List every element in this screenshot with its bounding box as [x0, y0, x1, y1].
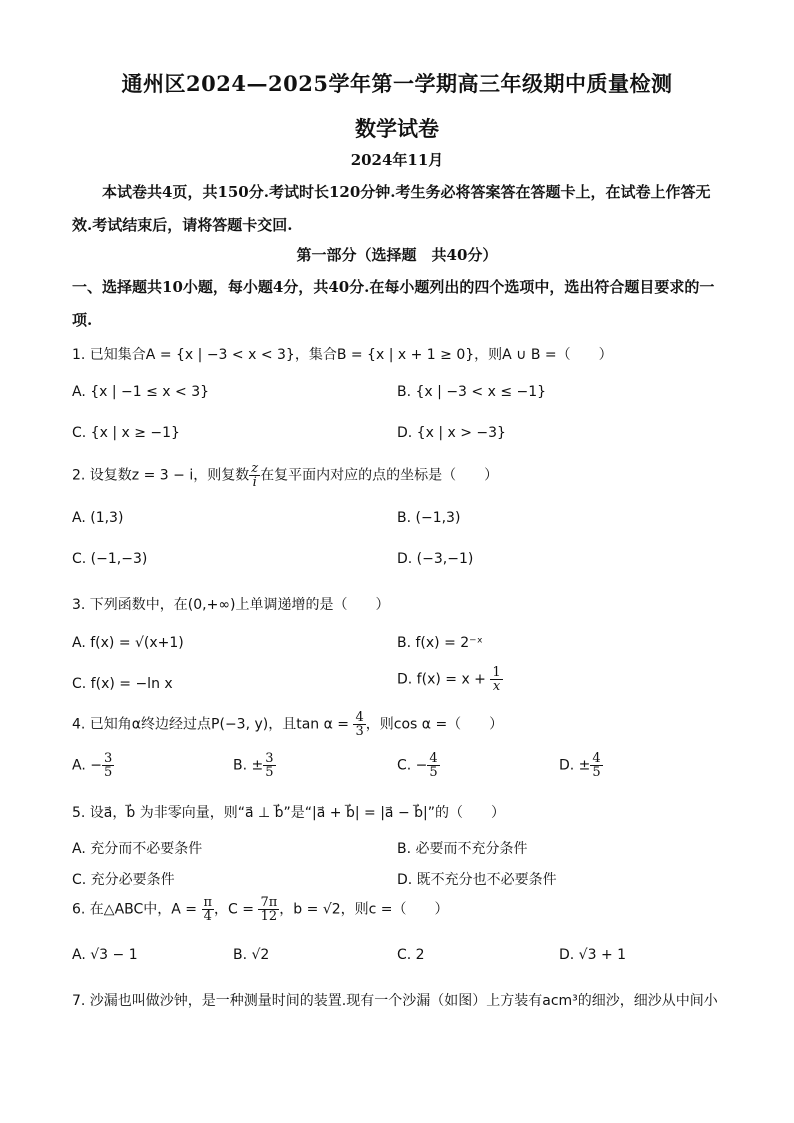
q6-stem-b: ，C =	[214, 901, 255, 918]
q6-angle-a-fraction	[202, 896, 215, 923]
question-3: 3. 下列函数中，在(0,+∞)上单调递增的是（ ）	[72, 597, 390, 613]
q4-stem-start: 4. 已知角α终边经过点P(−3, y)，且tan α =	[72, 716, 350, 733]
q1-option-a: A. {x | −1 ≤ x < 3}	[72, 384, 210, 400]
exam-date: 2024年11月	[350, 151, 444, 169]
q2-fraction	[249, 462, 260, 489]
q2-option-b: B. (−1,3)	[397, 510, 461, 526]
q4-d-num: 4	[592, 751, 601, 766]
q4-a-fraction	[102, 752, 114, 779]
q6-c-num: 7π	[260, 895, 278, 910]
q2-option-a: A. (1,3)	[72, 510, 124, 526]
q3-d-num: 1	[492, 665, 501, 680]
exam-title: 通州区2024—2025学年第一学期高三年级期中质量检测	[121, 71, 673, 96]
q3-option-d-text: D. f(x) = x +	[397, 671, 486, 688]
q6-stem-a: 6. 在△ABC中，A =	[72, 901, 198, 918]
q4-c-sign: C. −	[397, 757, 428, 774]
q4-a-sign: A. −	[72, 757, 102, 774]
q3-option-d	[397, 666, 503, 693]
q6-a-den: 4	[203, 909, 212, 924]
q4-c-fraction	[427, 752, 439, 779]
q6-c-den: 12	[260, 909, 278, 924]
question-5: 5. 设a⃗，b⃗ 为非零向量，则“a⃗ ⊥ b⃗”是“|a⃗ + b⃗| = |a⃗ − b⃗|”的（ ）	[72, 805, 505, 821]
q2-stem-end: 在复平面内对应的点的坐标是（ ）	[260, 467, 499, 484]
q6-stem-c: ，b = √2，则c =（ ）	[279, 901, 449, 918]
q4-option-b	[233, 752, 276, 779]
q1-option-d: D. {x | x > −3}	[397, 425, 506, 441]
q5-option-b: B. 必要而不充分条件	[397, 841, 528, 857]
part-title: 第一部分（选择题 共40分）	[296, 246, 498, 264]
q4-frac-num: 4	[355, 710, 364, 725]
q6-option-d: D. √3 + 1	[559, 947, 627, 963]
q4-b-num: 3	[265, 751, 274, 766]
q6-option-c: C. 2	[397, 947, 425, 963]
q3-option-b: B. f(x) = 2⁻ˣ	[397, 635, 483, 651]
q5-option-d: D. 既不充分也不必要条件	[397, 872, 557, 888]
q6-option-b: B. √2	[233, 947, 270, 963]
question-6	[72, 896, 449, 923]
q4-c-num: 4	[429, 751, 438, 766]
q5-option-c: C. 充分必要条件	[72, 872, 175, 888]
q4-option-d	[559, 752, 603, 779]
q2-option-d: D. (−3,−1)	[397, 551, 474, 567]
q4-frac-den: 3	[355, 724, 364, 739]
instructions: 本试卷共4页，共150分.考试时长120分钟.考生务必将答案答在答题卡上，在试卷上作答无效.考试结束后，请将答题卡交回.	[72, 183, 711, 234]
exam-subtitle: 数学试卷	[355, 116, 439, 141]
q1-option-b: B. {x | −3 < x ≤ −1}	[397, 384, 547, 400]
question-7: 7. 沙漏也叫做沙钟，是一种测量时间的装置.现有一个沙漏（如图）上方装有acm³的细沙，细沙从中间小	[72, 993, 718, 1009]
q3-option-d-fraction	[490, 666, 502, 693]
q4-d-fraction	[590, 752, 602, 779]
q4-option-a	[72, 752, 114, 779]
question-1: 1. 已知集合A = {x | −3 < x < 3}，集合B = {x | x + 1 ≥ 0}，则A ∪ B =（ ）	[72, 347, 613, 363]
q6-a-num: π	[203, 895, 213, 910]
q4-stem-end: ，则cos α =（ ）	[365, 716, 504, 733]
q4-b-den: 5	[265, 765, 274, 780]
q4-b-sign: B. ±	[233, 757, 264, 774]
q6-option-a: A. √3 − 1	[72, 947, 138, 963]
q2-option-c: C. (−1,−3)	[72, 551, 148, 567]
q4-fraction	[353, 711, 365, 738]
q2-frac-den: i	[252, 475, 257, 490]
q2-frac-num: z	[251, 461, 259, 476]
q3-option-c: C. f(x) = −ln x	[72, 676, 173, 692]
question-4	[72, 711, 503, 738]
question-2	[72, 462, 498, 489]
q3-option-a: A. f(x) = √(x+1)	[72, 635, 184, 651]
q4-a-num: 3	[103, 751, 113, 766]
q5-option-a: A. 充分而不必要条件	[72, 841, 203, 857]
q2-stem-start: 2. 设复数z = 3 − i，则复数	[72, 467, 250, 484]
q4-d-den: 5	[592, 765, 601, 780]
q4-c-den: 5	[429, 765, 438, 780]
q4-option-c	[397, 752, 440, 779]
q4-d-sign: D. ±	[559, 757, 591, 774]
q3-d-den: x	[492, 679, 501, 694]
q6-angle-c-fraction	[258, 896, 279, 923]
section-title: 一、选择题共10小题，每小题4分，共40分.在每小题列出的四个选项中，选出符合题目要求的一项.	[72, 278, 715, 329]
q1-option-c: C. {x | x ≥ −1}	[72, 425, 180, 441]
q4-a-den: 5	[103, 765, 113, 780]
q4-b-fraction	[263, 752, 275, 779]
